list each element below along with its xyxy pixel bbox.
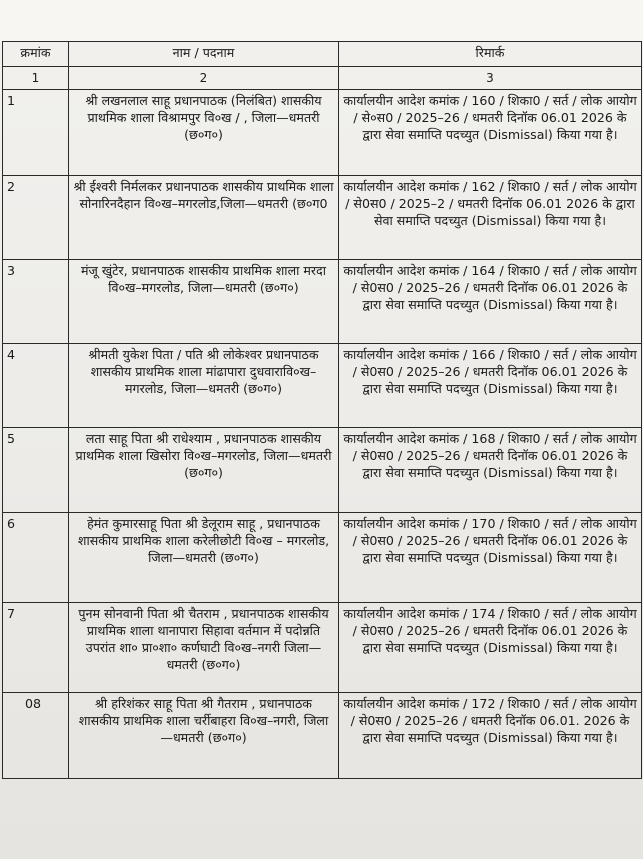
remark: कार्यालयीन आदेश कमांक / 166 / शिका0 / सर्त / लोक आयोग / से0स0 / 2025–26 / धमतरी दिनॉक 06.01 2026 के द्वारा सेवा समाप्ति पदच्युत (Dismissal) किया गया है। <box>339 344 642 428</box>
remark: कार्यालयीन आदेश कमांक / 174 / शिका0 / सर्त / लोक आयोग / से0स0 / 2025–26 / धमतरी दिनॉक 06.01 2026 के द्वारा सेवा समाप्ति पदच्युत (Dismissal) किया गया है। <box>339 603 642 693</box>
name-designation: हेमंत कुमारसाहू पिता श्री डेलूराम साहू , प्रधानपाठक शासकीय प्राथमिक शाला करेलीछोटी वि०ख – मगरलोड, जिला—धमतरी (छ०ग०) <box>69 513 339 603</box>
header-remark: रिमार्क <box>339 42 642 67</box>
table-row <box>3 428 642 513</box>
remark: कार्यालयीन आदेश कमांक / 160 / शिका0 / सर्त / लोक आयोग / से०स0 / 2025–26 / धमतरी दिनॉक 06.01 2026 के द्वारा सेवा समाप्ति पदच्युत (Dismissal) किया गया है। <box>339 90 642 176</box>
table-row <box>3 693 642 779</box>
serial-number: 6 <box>3 513 69 603</box>
dismissal-table <box>2 41 642 779</box>
remark: कार्यालयीन आदेश कमांक / 168 / शिका0 / सर्त / लोक आयोग / से0स0 / 2025–26 / धमतरी दिनॉक 06.01 2026 के द्वारा सेवा समाप्ति पदच्युत (Dismissal) किया गया है। <box>339 428 642 513</box>
table-row <box>3 260 642 344</box>
header-serial-number: क्रमांक <box>3 42 69 67</box>
table-header-row <box>3 42 642 67</box>
remark: कार्यालयीन आदेश कमांक / 170 / शिका0 / सर्त / लोक आयोग / से0स0 / 2025–26 / धमतरी दिनॉक 06.01 2026 के द्वारा सेवा समाप्ति पदच्युत (Dismissal) किया गया है। <box>339 513 642 603</box>
serial-number: 1 <box>3 90 69 176</box>
table-row <box>3 513 642 603</box>
remark: कार्यालयीन आदेश कमांक / 164 / शिका0 / सर्त / लोक आयोग / से0स0 / 2025–26 / धमतरी दिनॉक 06.01 2026 के द्वारा सेवा समाप्ति पदच्युत (Dismissal) किया गया है। <box>339 260 642 344</box>
serial-number: 08 <box>3 693 69 779</box>
table-row <box>3 90 642 176</box>
remark: कार्यालयीन आदेश कमांक / 172 / शिका0 / सर्त / लोक आयोग / से0स0 / 2025–26 / धमतरी दिनॉक 06.01. 2026 के द्वारा सेवा समाप्ति पदच्युत (Dismissal) किया गया है। <box>339 693 642 779</box>
name-designation: श्री ईश्वरी निर्मलकर प्रधानपाठक शासकीय प्राथमिक शाला सोनारिनदैहान वि०ख–मगरलोड,जिला—धमतरी (छ०ग0 <box>69 176 339 260</box>
name-designation: मंजू खुंटेर, प्रधानपाठक शासकीय प्राथमिक शाला मरदा वि०ख–मगरलोड, जिला—धमतरी (छ०ग०) <box>69 260 339 344</box>
serial-number: 2 <box>3 176 69 260</box>
remark: कार्यालयीन आदेश कमांक / 162 / शिका0 / सर्त / लोक आयोग / से0स0 / 2025–2 / धमतरी दिनॉक 06.01 2026 के द्वारा सेवा समाप्ति पदच्युत (Dismissal) किया गया है। <box>339 176 642 260</box>
name-designation: श्रीमती युकेश पिता / पति श्री लोकेश्वर प्रधानपाठक शासकीय प्राथमिक शाला मांढापारा दुधवारावि०ख–मगरलोड, जिला—धमतरी (छ०ग०) <box>69 344 339 428</box>
serial-number: 4 <box>3 344 69 428</box>
table-row <box>3 603 642 693</box>
column-number-3: 3 <box>339 67 642 90</box>
table-row <box>3 176 642 260</box>
column-number-row <box>3 67 642 90</box>
table-row <box>3 344 642 428</box>
serial-number: 3 <box>3 260 69 344</box>
name-designation: पुनम सोनवानी पिता श्री चैतराम , प्रधानपाठक शासकीय प्राथमिक शाला थानापारा सिहावा वर्तमान में पदोन्नति उपरांत शा० प्रा०शा० कर्णघाटी वि०ख–नगरी जिला—धमतरी (छ०ग०) <box>69 603 339 693</box>
page-top-margin <box>0 0 643 41</box>
name-designation: लता साहू पिता श्री राधेश्याम , प्रधानपाठक शासकीय प्राथमिक शाला खिसोरा वि०ख–मगरलोड, जिला—धमतरी (छ०ग०) <box>69 428 339 513</box>
header-name-designation: नाम / पदनाम <box>69 42 339 67</box>
name-designation: श्री हरिशंकर साहू पिता श्री गैतराम , प्रधानपाठक शासकीय प्राथमिक शाला चर्रीबाहरा वि०ख–नगरी, जिला—धमतरी (छ०ग०) <box>69 693 339 779</box>
serial-number: 7 <box>3 603 69 693</box>
serial-number: 5 <box>3 428 69 513</box>
name-designation: श्री लखनलाल साहू प्रधानपाठक (निलंबित) शासकीय प्राथमिक शाला विश्रामपुर वि०ख / , जिला—धमतरी (छ०ग०) <box>69 90 339 176</box>
column-number-2: 2 <box>69 67 339 90</box>
column-number-1: 1 <box>3 67 69 90</box>
